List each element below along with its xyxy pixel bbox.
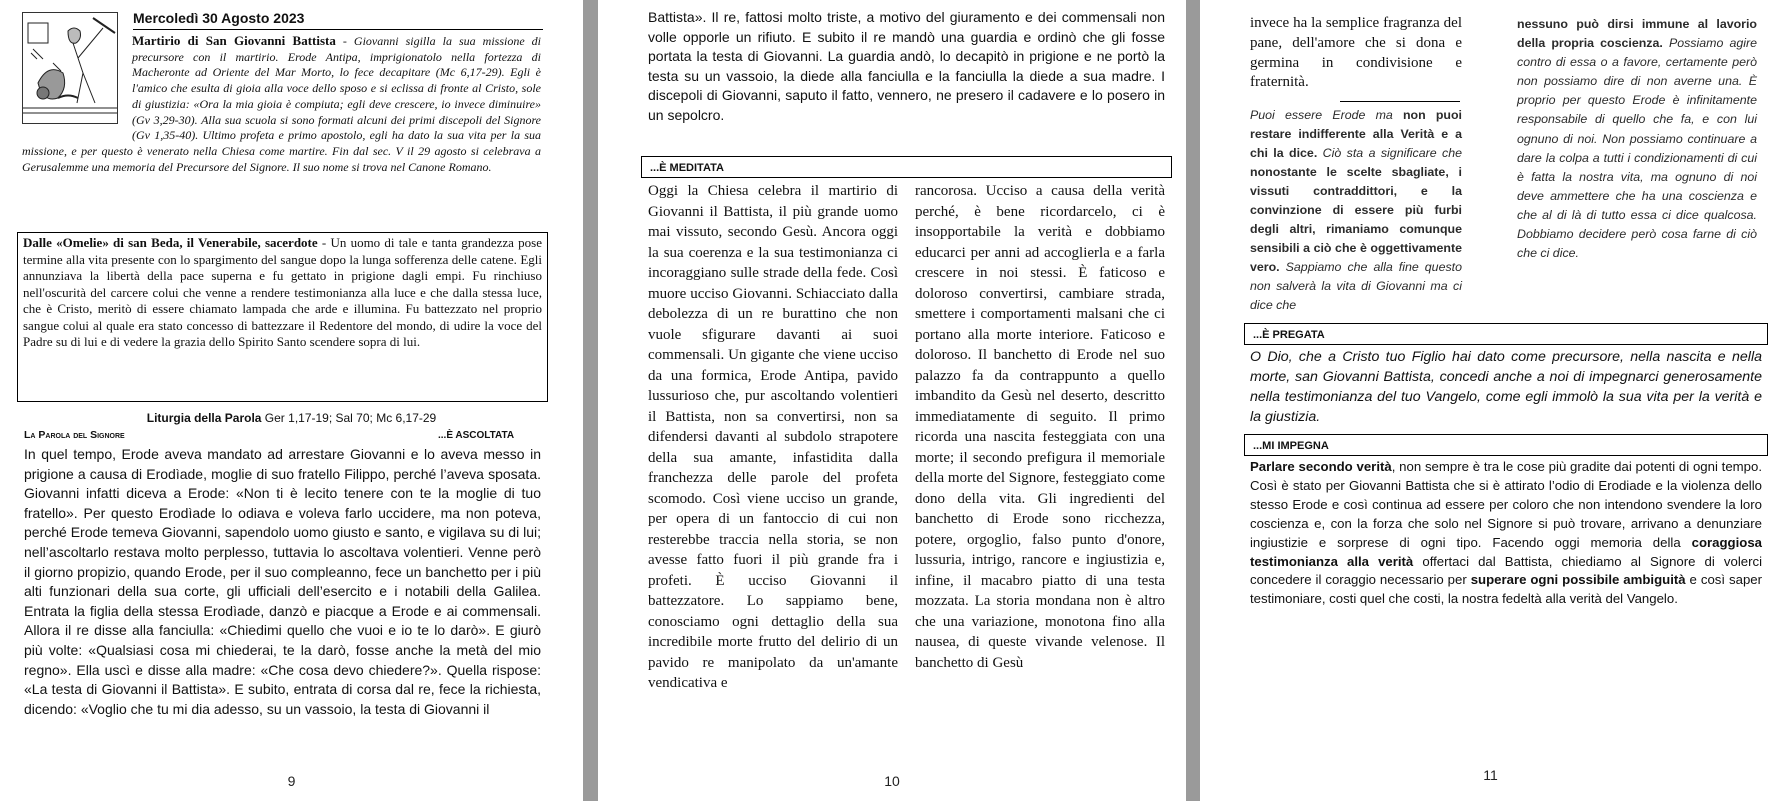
impegna-header: [1244, 434, 1768, 456]
omelie-title: Dalle «Omelie» di san Beda, il Venerabile, sacerdote: [23, 235, 318, 250]
commentary-column-1-top: invece ha la semplice fragranza del pane, dell'amore che si dona e germina in condivisione e fraternità.: [1250, 15, 1462, 91]
page-number: 9: [287, 773, 296, 789]
col1-text-a: Puoi essere Erode ma: [1250, 108, 1403, 122]
commentary-column-2: [1517, 15, 1757, 263]
commitment-text-3: e così saper testimoniare, costi quel che costi, la nostra fedeltà alla verità del Vangelo.: [1250, 572, 1763, 607]
col2-text: Possiamo agire contro di essa o a favore, certamente però non possiamo dire di non averne una. È proprio per questo Erode è infinitamente responsabile di quello che fa, e con lui ognuno di noi. Non possiamo continuare a dare la colpa a tutti i condizionamenti di cui è fatta la nostra vita, ma ognuno di noi deve ammettere che ha una coscienza e che al di là di tutto essa ci dice qualcosa. Dobbiamo decidere però cosa farne di ciò che ci dice.: [1517, 36, 1758, 261]
col2-bold: nessuno può dirsi immune al lavorio della propria coscienza.: [1517, 17, 1757, 51]
liturgia-line: [0, 411, 583, 425]
commitment-text-2: offertaci dal Battista, chiediamo al Signore di volerci concedere il coraggio necessario per: [1250, 553, 1762, 588]
omelie-text: - Un uomo di tale e tanta grandezza pose termine alla vita presente con lo spargimento del sangue dopo la lunga sofferenza delle catene. Egli annunziava la libertà della pace superna e fu gettato in prigione dagli empi. Fu rinchiuso nell'oscurità del carcere colui che venne a rendere testimonianza alla luce e che dalla stessa luce, che è Cristo, meritò di essere chiamato lampada che arde e illumina. Fu battezzato nel proprio sangue colui al quale era stato concesso di battezzare il Redentore del mondo, di udire la voce del Padre su di lui e di vedere la grazia dello Spirito Santo scendere sopra di lui.: [23, 235, 542, 349]
page-9: [0, 0, 583, 801]
pregata-header: [1244, 323, 1768, 345]
commitment-bold-1: Parlare secondo verità: [1250, 459, 1392, 474]
page-number: 10: [884, 773, 900, 789]
image-wrap-spacer: [22, 33, 132, 131]
saint-title: Martirio di San Giovanni Battista: [132, 33, 336, 48]
date-underline: [133, 29, 543, 30]
ascoltata-label: ...È ASCOLTATA: [438, 430, 515, 441]
impegna-label: ...MI IMPEGNA: [1253, 440, 1329, 452]
gospel-continuation: Battista». Il re, fattosi molto triste, a motivo del giuramento e dei commensali non volle opporle un rifiuto. E subito il re mandò una guardia e ordinò che gli fosse portata la testa di Giovanni. La guardia andò, lo decapitò in prigione e ne portò la testa su un vassoio, la diede alla fanciulla e la fanciulla la diede a sua madre. I discepoli di Giovanni, saputo il fatto, vennero, ne presero il cadavere e lo posero in un sepolcro.: [648, 9, 1165, 123]
liturgia-refs: Ger 1,17-19; Sal 70; Mc 6,17-29: [261, 411, 437, 425]
gospel-text: In quel tempo, Erode aveva mandato ad arrestare Giovanni e lo aveva messo in prigione a causa di Erodìade, moglie di suo fratello Filippo, perché l’aveva sposata. Giovanni infatti diceva a Erode: «Non ti è lecito tenere con te la moglie di tuo fratello». Per questo Erodìade lo odiava e voleva farlo uccidere, ma non poteva, perché Erode temeva Giovanni, sapendolo uomo giusto e santo, e vigilava su di lui; nell’ascoltarlo restava molto perplesso, tuttavia lo ascoltava volentieri. Venne però il giorno propizio, quando Erode, per il suo compleanno, fece un banchetto per i più alti funzionari della sua corte, gli ufficiali dell’esercito e i notabili della Galilea. Entrata la figlia della stessa Erodìade, danzò e piacque a Erode e ai commensali. Allora il re disse alla fanciulla: «Chiedimi quello che vuoi e io te lo darò». E giurò più volte: «Qualsiasi cosa mi chiederai, te la darò, fosse anche la metà del mio regno». Ella uscì e disse alla madre: «Che cosa devo chiedere?». Quella rispose: «La testa di Giovanni il Battista». E subito, entrata di corsa dal re, fece la richiesta, dicendo: «Voglio che tu mi dia adesso, su un vassoio, la testa di Giovanni il: [24, 446, 541, 717]
commitment-text-1: , non sempre è tra le cose più gradite dai potenti di ogni tempo. Così è stato per Giovanni Battista che si è attirato l’odio di Erodiade e la violenza dello stesso Erode e così continua ad essere per coloro che non intendono svendere la loro coscienza e, con la forza che solo nel Signore si può trovare, arrivano a denunziare ingiustizie e sorprese di ogni tipo. Facendo oggi memoria della: [1250, 459, 1762, 550]
meditation-column-1: Oggi la Chiesa celebra il martirio di Giovanni il Battista, il più grande uomo mai vissuto, secondo Gesù. Ancora oggi la sua coerenza e la sua testimonianza ci incoraggiano sulle strade della fede. Così muore ucciso Giovanni. Schiacciato dalla debolezza di un re burattino che non vuole sfigurare davanti ai suoi commensali. Un gigante che viene ucciso da una formica, Erode Antipa, pavido lussurioso che, pur ascoltando volentieri il Battista, non sa convertirsi, non sa difendersi davanti al subdolo strapotere della sua amante, infastidita dalla franchezza delle parole del profeta scomodo. Così viene ucciso un grande, per opera di un fantoccio di cui non resterebbe traccia nella storia, se non avesse fatto fuori il più grande fra i profeti. È ucciso Giovanni il battezzatore. Lo sappiamo bene, conosciamo ogni dettaglio della sua incredibile morte frutto del delirio di un pavido re manipolato da un'amante vendicativa e: [648, 183, 898, 691]
commitment-bold-2: coraggiosa testimonianza alla verità: [1250, 534, 1762, 569]
page-number: 11: [1483, 767, 1498, 783]
prayer-text: O Dio, che a Cristo tuo Figlio hai dato come precursore, nella nascita e nella morte, san Giovanni Battista, concedi anche a noi di impegnarci generosamente nella testimonianza del tuo Vangelo, come egli immolò la sua vita per la verità e la giustizia.: [1250, 349, 1762, 425]
page-11: [1200, 0, 1781, 801]
page-10: [598, 0, 1186, 801]
col1-bold-b: nonostante le scelte sbagliate, i vissuti contraddittori, e la convinzione di essere più furbi degli altri, rimaniamo comunque sensibili a ciò che è oggettivamente vero.: [1250, 165, 1462, 274]
commitment-text: [1250, 458, 1762, 609]
col1-bold-a: non puoi restare indifferente alla Verità e a chi la dice.: [1250, 108, 1462, 160]
column-divider: [1340, 101, 1460, 102]
commentary-column-1-body: [1250, 106, 1462, 315]
meditata-header: [641, 156, 1172, 178]
parola-label: La Parola del Signore: [24, 429, 125, 441]
saint-text: - Giovanni sigilla la sua missione di precursore con il martirio. Erode Antipa, imprigionatolo nella fortezza di Macheronte ad Oriente del Mar Morto, lo fece decapitare (Mc 6,17-29). Egli è l'amico che esulta di gioia alla voce dello sposo e si eclissa di fronte al Cristo, sole di giustizia: «Ora la mia gioia è compiuta; egli deve crescere, io invece diminuire» (Gv 3,29-30). Alla sua scuola si sono formati alcuni dei primi discepoli del Signore (Gv 1,35-40). Ultimo profeta e primo apostolo, egli ha dato la sua vita per la sua missione, e per questo è venerato nella Chiesa come martire. Fin dal sec. V il 29 agosto si celebrava a Gerusalemme una memoria del Precursore del Signore. Il suo nome si trova nel Canone Romano.: [22, 34, 542, 174]
commitment-bold-3: superare ogni possibile ambiguità: [1470, 572, 1686, 588]
pregata-label: ...È PREGATA: [1253, 329, 1325, 341]
omelie-box: [17, 232, 548, 402]
date-heading: Mercoledì 30 Agosto 2023: [133, 10, 305, 26]
liturgia-label: Liturgia della Parola: [146, 411, 262, 425]
saint-description: [22, 33, 541, 175]
meditata-label: ...È MEDITATA: [650, 162, 724, 174]
meditation-column-2: rancorosa. Ucciso a causa della verità perché, è bene ricordarcelo, ci è insopportabile la verità e dobbiamo educarci per anni ad accoglierla e a farla crescere in noi stessi. È faticoso e doloroso convertirsi, cambiare strada, smettere i comportamenti malsani che ci portano alla morte interiore. Faticoso e doloroso. Il banchetto di Erode nel suo palazzo fa da contrappunto a quello imbandito da Gesù nel deserto, descritto immediatamente di seguito. Il primo ricorda una nascita festeggiata con una morte; il secondo prefigura il memoriale della morte del Signore, festeggiato come dono della vita. Gli ingredienti del banchetto di Erode sono ricchezza, potere, orgoglio, falso punto d'onore, lussuria, intrigo, rancore e ingiustizia e, infine, il macabro piatto di una testa mozzata. La storia mondana non è altro che una variazione, monotona fino alla nausea, di queste vivande velenose. Il banchetto di Gesù: [915, 183, 1165, 671]
col1-text-c: Sappiamo che alla fine questo non salverà la vita di Giovanni ma ci dice che: [1250, 260, 1462, 312]
col1-text-b: Ciò sta a significare che: [1317, 146, 1463, 160]
